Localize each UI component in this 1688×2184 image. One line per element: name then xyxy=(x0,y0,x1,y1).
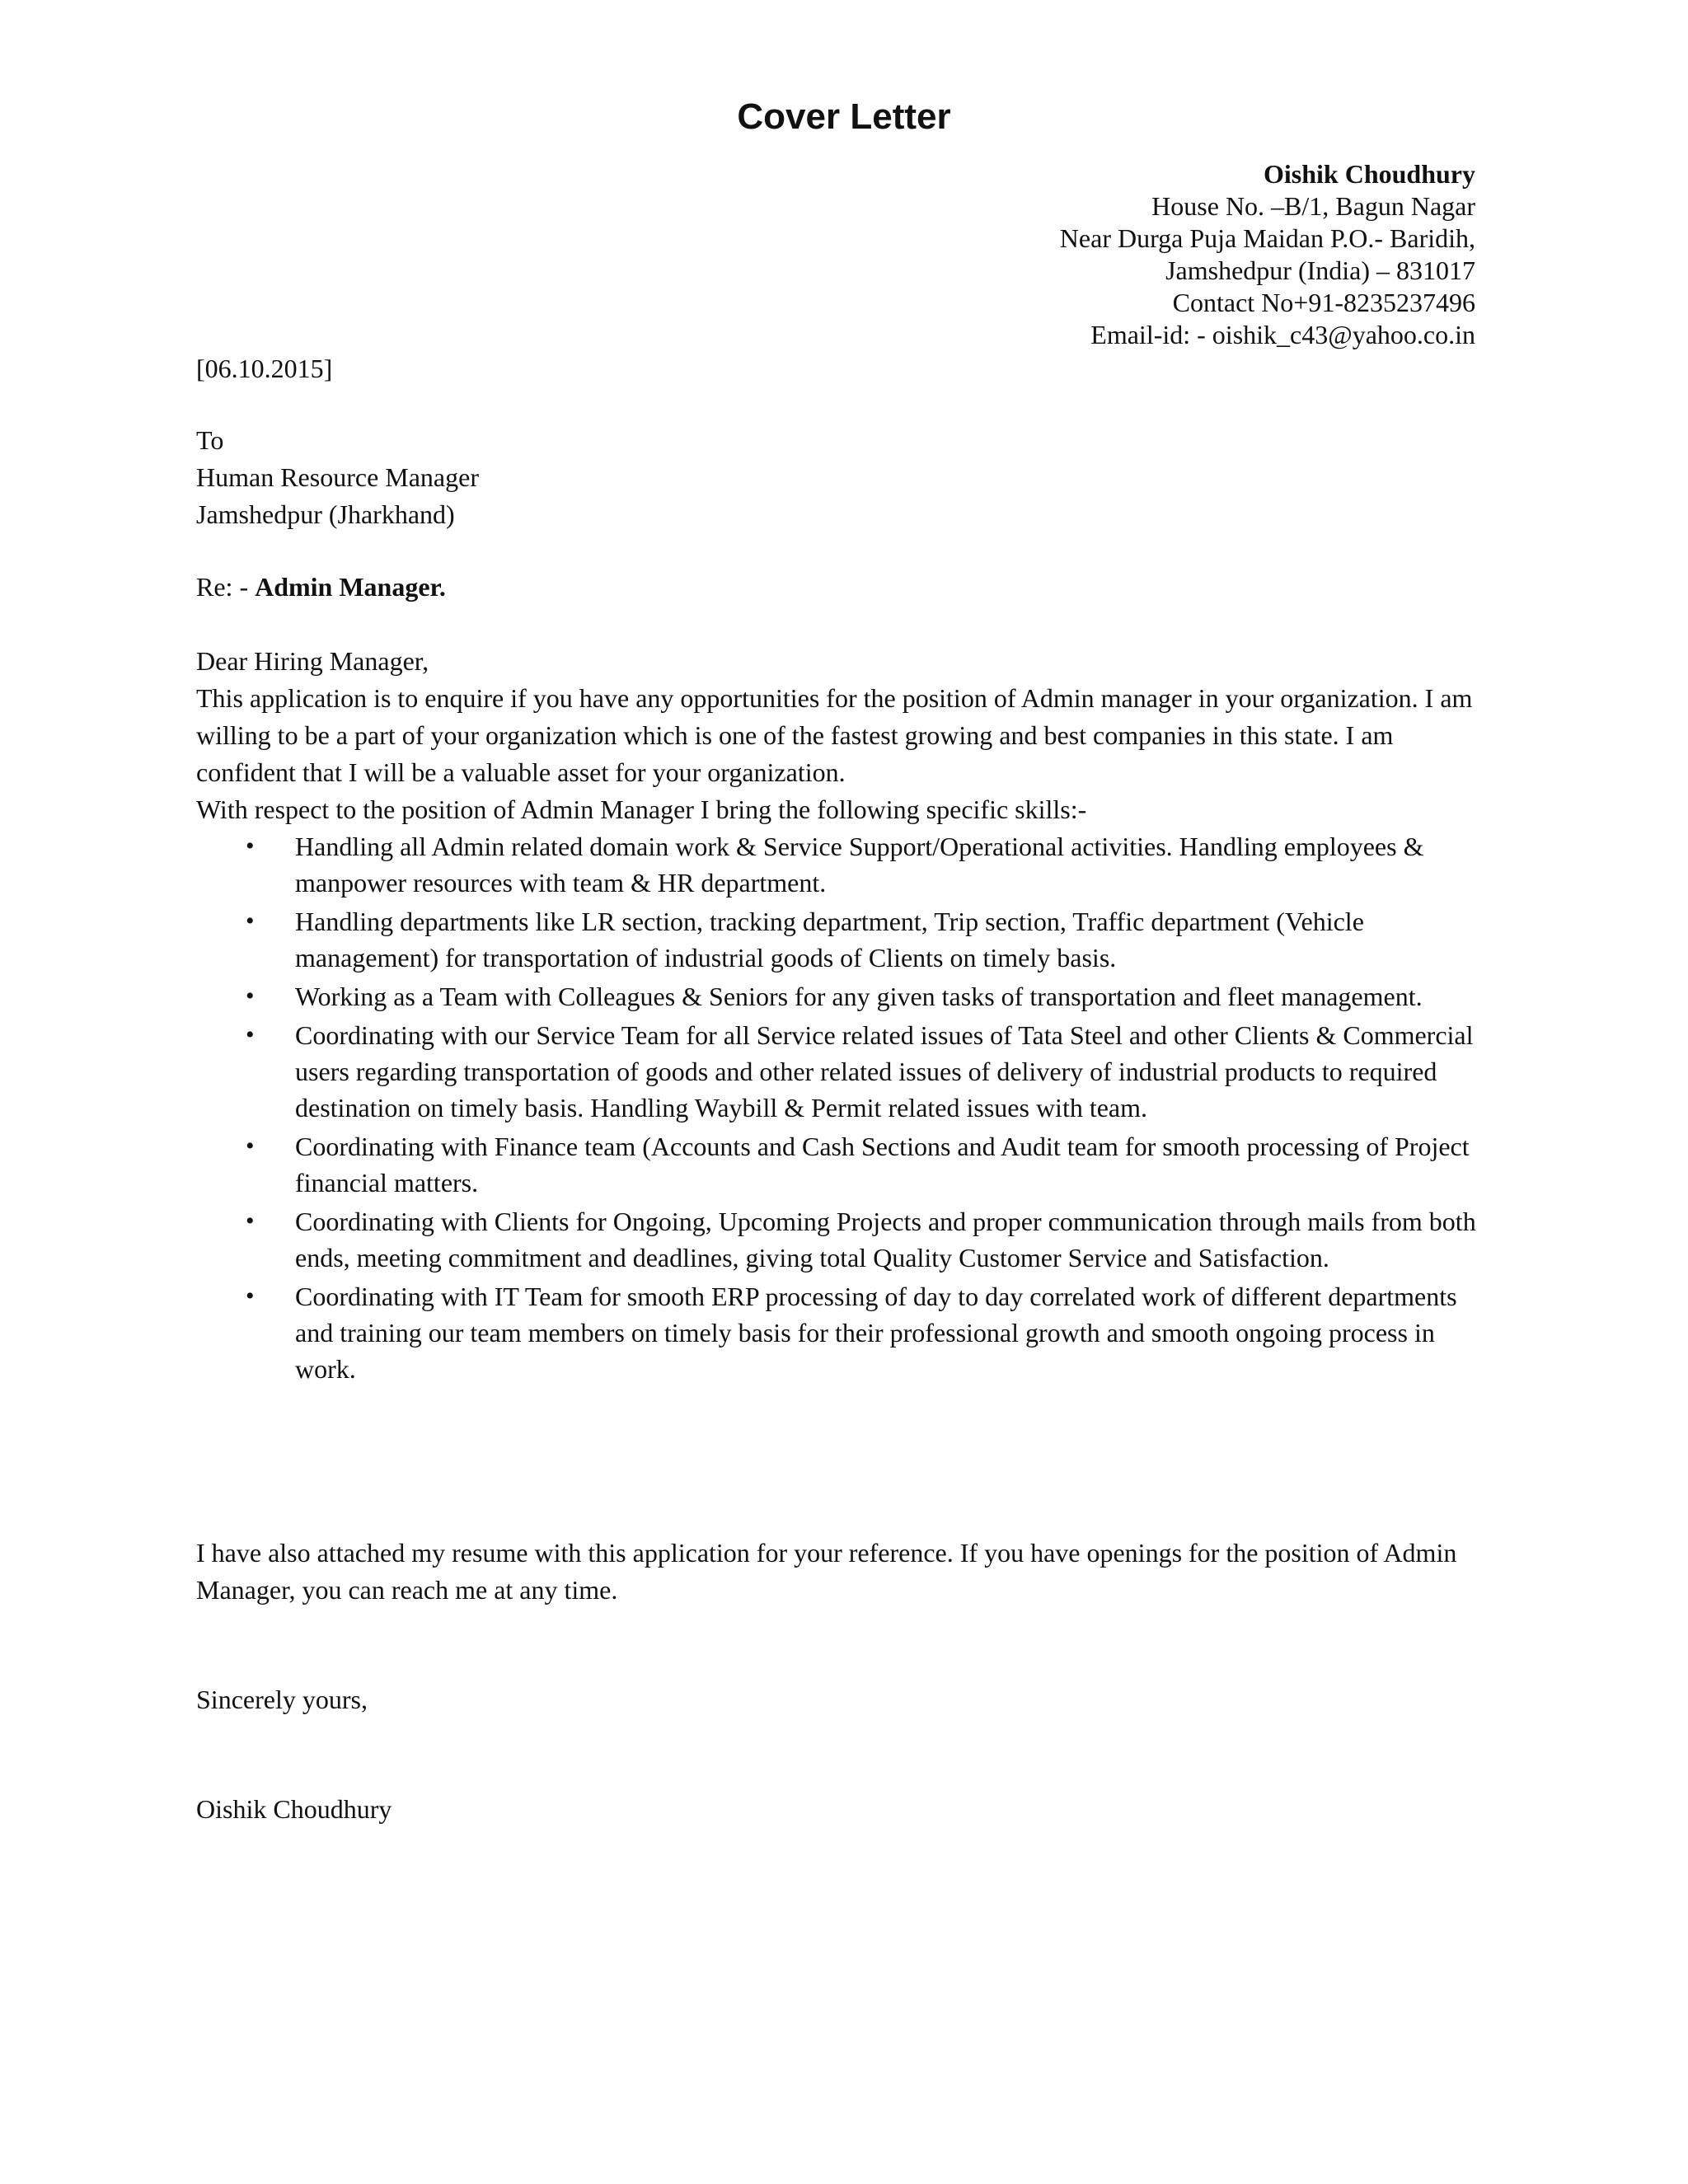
subject-line xyxy=(196,569,1482,606)
sender-address-line3: Jamshedpur (India) – 831017 xyxy=(1165,255,1475,285)
skill-text: Working as a Team with Colleagues & Seniors for any given tasks of transportation and fleet management. xyxy=(295,982,1423,1011)
list-item xyxy=(196,903,1482,976)
recipient-location: Jamshedpur (Jharkhand) xyxy=(196,499,455,529)
bullet-icon: • xyxy=(246,1282,255,1310)
skill-text: Coordinating with Finance team (Accounts and Cash Sections and Audit team for smooth processing of Project financial matters. xyxy=(295,1132,1470,1197)
skills-lead: With respect to the position of Admin Manager I bring the following specific skills:- xyxy=(196,794,1087,824)
sender-block xyxy=(569,158,1475,351)
sender-address-line1: House No. –B/1, Bagun Nagar xyxy=(1151,191,1475,221)
closing-paragraph: I have also attached my resume with this application for your reference. If you have openings for the position of Admin Manager, you can reach me at any time. xyxy=(196,1538,1457,1605)
skill-text: Coordinating with IT Team for smooth ERP processing of day to day correlated work of different departments and training our team members on timely basis for their professional growth and smooth ongoing process in work. xyxy=(295,1282,1457,1384)
letter-date: [06.10.2015] xyxy=(196,354,333,383)
signoff: Sincerely yours, xyxy=(196,1685,368,1714)
intro-block xyxy=(196,680,1482,828)
intro-paragraph: This application is to enquire if you have any opportunities for the position of Admin manager in your organization. I am willing to be a part of your organization which is one of the fastest growing and best companies in this state. I am confident that I will be a valuable asset for your organization. xyxy=(196,683,1473,787)
page-title: Cover Letter xyxy=(737,96,951,137)
recipient-block xyxy=(196,422,1482,533)
list-item xyxy=(196,1128,1482,1201)
list-item xyxy=(196,1203,1482,1276)
recipient-to: To xyxy=(196,425,224,455)
bullet-icon: • xyxy=(246,832,255,860)
list-item xyxy=(196,1278,1482,1387)
skill-text: Coordinating with our Service Team for all Service related issues of Tata Steel and other Clients & Commercial users regarding transportation of goods and other related issues of delivery of industrial products to required destination on timely basis. Handling Waybill & Permit related issues with team. xyxy=(295,1020,1474,1122)
bullet-icon: • xyxy=(246,1021,255,1048)
signature-name: Oishik Choudhury xyxy=(196,1794,392,1824)
sender-email: Email-id: - oishik_c43@yahoo.co.in xyxy=(1090,320,1475,349)
bullet-icon: • xyxy=(246,1132,255,1160)
bullet-icon: • xyxy=(246,1207,255,1235)
bullet-icon: • xyxy=(246,907,255,935)
list-item xyxy=(196,828,1482,901)
list-item xyxy=(196,1017,1482,1126)
skill-text: Handling departments like LR section, tracking department, Trip section, Traffic department (Vehicle management) for transportation of industrial goods of Clients on timely basis. xyxy=(295,907,1364,972)
skill-text: Handling all Admin related domain work & Service Support/Operational activities. Handling employees & manpower resources with team & HR department. xyxy=(295,832,1424,898)
subject-position: Admin Manager. xyxy=(255,572,446,602)
sender-name: Oishik Choudhury xyxy=(1263,159,1475,189)
skills-list xyxy=(196,828,1482,1390)
subject-prefix: Re: - xyxy=(196,572,256,602)
list-item xyxy=(196,978,1482,1015)
recipient-title: Human Resource Manager xyxy=(196,462,479,492)
sender-address-line2: Near Durga Puja Maidan P.O.- Baridih, xyxy=(1059,223,1475,253)
bullet-icon: • xyxy=(246,982,255,1010)
greeting: Dear Hiring Manager, xyxy=(196,646,429,676)
skill-text: Coordinating with Clients for Ongoing, Upcoming Projects and proper communication through mails from both ends, meeting commitment and deadlines, giving total Quality Customer Service and Satisfaction. xyxy=(295,1207,1476,1272)
sender-contact: Contact No+91-8235237496 xyxy=(1172,288,1475,317)
